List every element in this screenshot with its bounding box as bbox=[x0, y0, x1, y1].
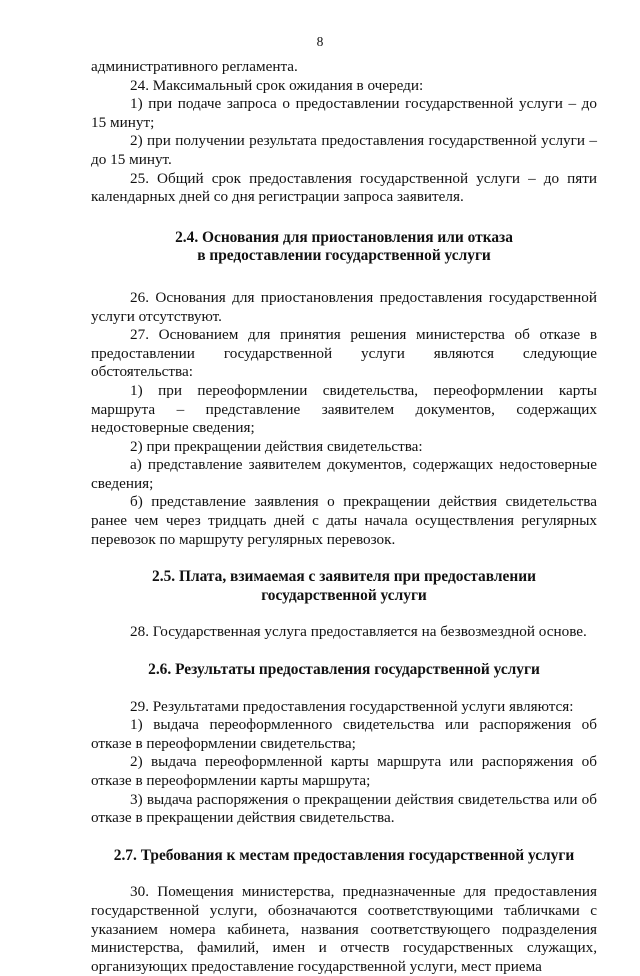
section-heading-2-6 bbox=[91, 661, 597, 680]
paragraph: 27. Основанием для принятия решения министерства об отказе в предоставлении государственной услуги являются следующие обстоятельства: bbox=[91, 326, 597, 381]
paragraph: 2) выдача переоформленной карты маршрута или распоряжения об отказе в переоформлении карты маршрута; bbox=[91, 753, 597, 789]
paragraph: 2) при получении результата предоставления государственной услуги – до 15 минут. bbox=[91, 132, 597, 168]
heading-line: 2.6. Результаты предоставления государственной услуги bbox=[148, 661, 540, 679]
paragraph: 25. Общий срок предоставления государственной услуги – до пяти календарных дней со дня регистрации запроса заявителя. bbox=[91, 169, 597, 206]
paragraph: 2) при прекращении действия свидетельства: bbox=[130, 437, 423, 455]
heading-line: 2.7. Требования к местам предоставления государственной услуги bbox=[113, 846, 575, 864]
paragraph: 30. Помещения министерства, предназначенные для предоставления государственной услуги, обозначаются соответствующими табличками с указанием номера кабинета, названия соответствующего подразделения министерства, фамилий, имен и отчеств государственных служащих, организующих предоставление государственной услуги, мест приема bbox=[91, 883, 597, 975]
section-heading-2-4 bbox=[91, 229, 597, 266]
paragraph: 1) выдача переоформленного свидетельства или распоряжения об отказе в переоформлении свидетельства; bbox=[91, 716, 597, 752]
heading-line: в предоставлении государственной услуги bbox=[197, 247, 491, 265]
paragraph: административного регламента. bbox=[91, 58, 298, 75]
heading-line: 2.4. Основания для приостановления или отказа bbox=[175, 228, 513, 246]
paragraph: 29. Результатами предоставления государственной услуги являются: bbox=[130, 697, 574, 715]
paragraph: 24. Максимальный срок ожидания в очереди: bbox=[130, 76, 424, 94]
paragraph: б) представление заявления о прекращении действия свидетельства ранее чем через тридцать дней с даты начала осуществления регулярных перевозок по маршруту регулярных перевозок. bbox=[91, 493, 597, 548]
page-number: 8 bbox=[316, 34, 324, 49]
paragraph: а) представление заявителем документов, содержащих недостоверные сведения; bbox=[91, 456, 597, 492]
paragraph: 28. Государственная услуга предоставляется на безвозмездной основе. bbox=[130, 623, 587, 641]
paragraph: 1) при подаче запроса о предоставлении государственной услуги – до 15 минут; bbox=[91, 95, 597, 131]
document-body bbox=[91, 58, 597, 976]
paragraph: 1) при переоформлении свидетельства, переоформлении карты маршрута – представление заявителем документов, содержащих недостоверные сведения; bbox=[91, 381, 597, 437]
heading-line: 2.5. Плата, взимаемая с заявителя при предоставлении bbox=[152, 568, 536, 586]
paragraph: 26. Основания для приостановления предоставления государственной услуги отсутствуют. bbox=[91, 288, 597, 325]
paragraph: 3) выдача распоряжения о прекращении действия свидетельства или об отказе в прекращении действия свидетельства. bbox=[91, 790, 597, 827]
section-heading-2-7 bbox=[91, 847, 597, 866]
heading-line: государственной услуги bbox=[261, 586, 427, 604]
section-heading-2-5 bbox=[91, 568, 597, 605]
